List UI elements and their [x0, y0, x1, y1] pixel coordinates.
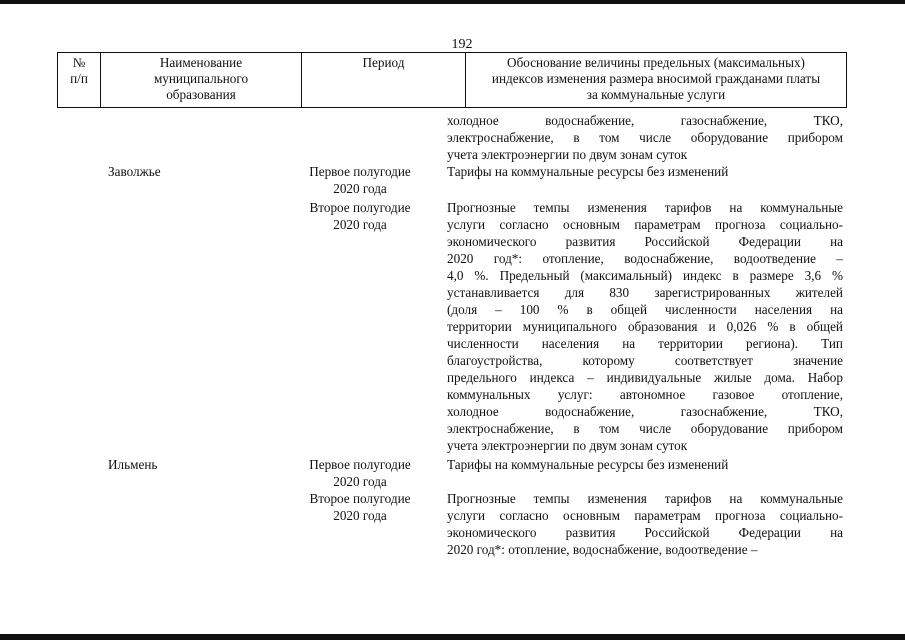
text-line: электроснабжение, в том числе оборудование прибором [447, 130, 843, 145]
text-line: экономического развития Российской Федерации на [447, 234, 843, 249]
justification-first-half-ilmen: Тарифы на коммунальные ресурсы без изменений [447, 457, 729, 472]
municipality-zavolzhye: Заволжье [108, 164, 161, 179]
text-line: благоустройства, которому соответствует значение [447, 353, 843, 368]
text-line: холодное водоснабжение, газоснабжение, ТКО, [447, 404, 843, 419]
text-line: услуги согласно основным параметрам прогноза социально- [447, 508, 843, 523]
text-line: 2020 год*: отопление, водоснабжение, водоотведение – [447, 251, 843, 266]
period-second-half-zavolzhye: Второе полугодие 2020 года [309, 200, 411, 232]
text-line: (доля – 100 % в общей численности населения на [447, 302, 843, 317]
justification-first-half-zavolzhye: Тарифы на коммунальные ресурсы без изменений [447, 164, 729, 179]
header-justification [466, 53, 847, 108]
municipality-ilmen: Ильмень [108, 457, 158, 472]
text-line: коммунальных услуг: автономное газовое отопление, [447, 387, 843, 402]
period-first-half-zavolzhye: Первое полугодие 2020 года [309, 164, 411, 196]
text-line: численности населения на территории региона). Тип [447, 336, 843, 351]
text-line: 2020 год*: отопление, водоснабжение, водоотведение – [447, 542, 758, 557]
text-line: территории муниципального образования и 0,026 % в общей [447, 319, 843, 334]
header-period [302, 53, 466, 108]
period-first-half-ilmen: Первое полугодие 2020 года [309, 457, 411, 489]
text-line: услуги согласно основным параметрам прогноза социально- [447, 217, 843, 232]
text-line: предельного индекса – индивидуальные жилые дома. Набор [447, 370, 843, 385]
header-municipality-label: Наименование муниципального образования [153, 55, 249, 102]
text-line: Прогнозные темпы изменения тарифов на коммунальные [447, 200, 843, 215]
text-line: устанавливается для 830 зарегистрированных жителей [447, 285, 843, 300]
text-line: учета электроэнергии по двум зонам суток [447, 147, 688, 162]
top-border [0, 0, 905, 4]
header-number-label: № п/п [70, 55, 88, 86]
justification-second-half-ilmen [447, 490, 843, 558]
text-line: Прогнозные темпы изменения тарифов на коммунальные [447, 491, 843, 506]
text-line: экономического развития Российской Федерации на [447, 525, 843, 540]
page-number: 192 [451, 37, 473, 52]
header-period-label: Период [362, 55, 405, 70]
header-municipality [101, 53, 302, 108]
bottom-border [0, 634, 905, 640]
period-second-half-ilmen: Второе полугодие 2020 года [309, 491, 411, 523]
text-line: холодное водоснабжение, газоснабжение, ТКО, [447, 113, 843, 128]
text-line: электроснабжение, в том числе оборудование прибором [447, 421, 843, 436]
justification-second-half-zavolzhye [447, 199, 843, 454]
header-justification-label: Обоснование величины предельных (максимальных) индексов изменения размера вносимой гражданами платы за коммунальные услуги [491, 55, 821, 102]
table-header [57, 52, 847, 108]
header-number [58, 53, 101, 108]
text-line: 4,0 %. Предельный (максимальный) индекс в размере 3,6 % [447, 268, 843, 283]
text-line: учета электроэнергии по двум зонам суток [447, 438, 688, 453]
continuation-text [447, 112, 843, 163]
